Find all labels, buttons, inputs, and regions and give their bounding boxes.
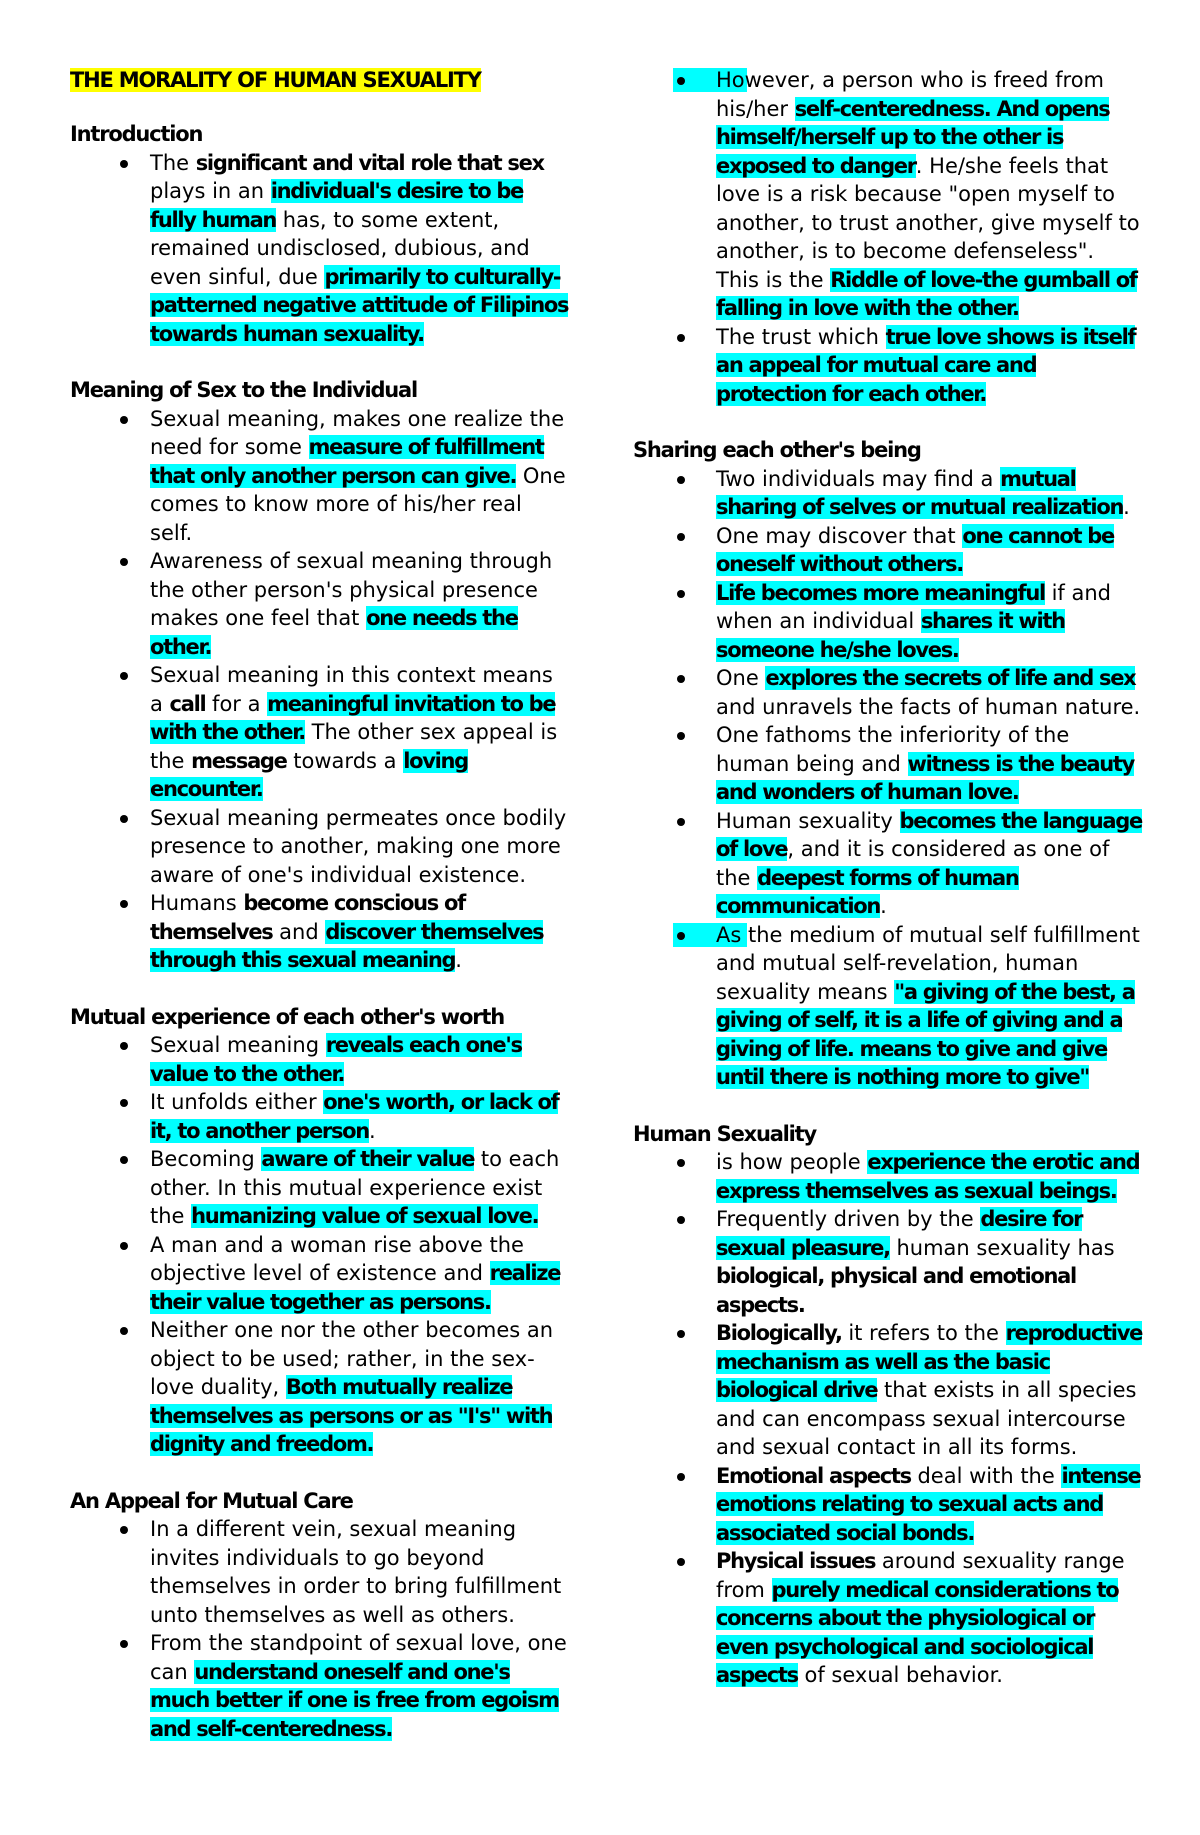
- highlighted-text: experience the erotic and express themselves as sexual beings.: [716, 1150, 1140, 1203]
- text-segment: . He/she feels that love is a risk because "open myself to another, to trust another, give myself to another, is to become defenseless". This is the: [716, 153, 1140, 292]
- bullet-list: [633, 66, 1143, 408]
- bullet-list: [70, 1031, 570, 1459]
- text-segment: Sexual meaning permeates once bodily presence to another, making one more aware of one's individual existence.: [150, 805, 567, 887]
- bullet-item: [70, 149, 570, 349]
- text-segment: for a: [205, 691, 268, 716]
- section-heading: Mutual experience of each other's worth: [70, 1004, 504, 1029]
- highlighted-text: one cannot be oneself without others.: [716, 523, 1114, 576]
- highlighted-text: purely medical considerations to concerns about the physiological or even psychological and sociological aspects: [716, 1577, 1119, 1687]
- highlighted-text: measure of fulfillment that only another person can give.: [150, 435, 544, 488]
- text-segment: .: [455, 948, 462, 972]
- highlighted-text: aware of their value: [261, 1147, 475, 1171]
- text-segment: Awareness of sexual meaning through the other person's physical presence makes one feel that: [150, 549, 553, 630]
- highlighted-text: shares it with someone he/she loves.: [716, 609, 1065, 662]
- text-segment: One: [716, 666, 766, 690]
- bullet-item: [70, 1088, 570, 1145]
- highlighted-text: reproductive mechanism as well as the basic biological drive: [716, 1321, 1143, 1402]
- section-mutual-experience-of-each-other-s-worth: [70, 1003, 570, 1459]
- highlighted-text: understand oneself and one's much better if one is free from egoism and self-centeredness.: [150, 1659, 559, 1741]
- bullet-item: [70, 1031, 570, 1088]
- text-segment: The trust which: [716, 324, 886, 349]
- text-segment: Becoming: [150, 1147, 262, 1171]
- bullet-item: [633, 522, 1143, 579]
- highlighted-text: Both mutually realize themselves as persons or as "I's" with dignity and freedom.: [150, 1375, 553, 1456]
- highlighted-text: mutual sharing of selves or mutual realization: [716, 466, 1124, 519]
- bullet-item: [633, 465, 1143, 522]
- highlighted-text: humanizing value of sexual love.: [191, 1204, 539, 1228]
- bold-text: message: [191, 748, 287, 773]
- bullet-item: [70, 547, 570, 661]
- text-segment: The other sex appeal is the: [150, 720, 558, 773]
- text-segment: Sexual meaning in this context means a: [150, 663, 553, 716]
- text-segment: it refers to the: [841, 1321, 1006, 1345]
- highlighted-text: primarily to culturally-patterned negative attitude of Filipinos towards human sexuality.: [150, 264, 569, 346]
- bullet-item: [633, 1148, 1143, 1205]
- text-segment: that exists in all species and can encompass sexual intercourse and sexual contact in all its forms.: [716, 1378, 1137, 1459]
- bullet-item: [70, 804, 570, 890]
- text-segment: plays in an: [150, 179, 271, 203]
- section-human-sexuality: [633, 1120, 1143, 1690]
- highlighted-text: meaningful invitation to be with the other.: [150, 691, 556, 744]
- section-heading: Meaning of Sex to the Individual: [70, 378, 418, 402]
- text-segment: One fathoms the inferiority of the human being and: [716, 723, 1070, 776]
- text-segment: .: [368, 1118, 376, 1143]
- bold-text: Emotional aspects: [716, 1463, 911, 1488]
- bold-text: biological, physical and emotional aspects.: [716, 1264, 1076, 1317]
- text-segment: is how people: [716, 1150, 868, 1174]
- bullet-item: [633, 1462, 1143, 1548]
- text-segment: , and it is considered as one of the: [716, 837, 1110, 890]
- section-heading: Introduction: [70, 122, 203, 146]
- text-segment: .: [1123, 495, 1130, 519]
- text-segment: to each other. In this mutual experience exist the: [150, 1147, 560, 1228]
- text-segment: human sexuality has: [889, 1235, 1115, 1260]
- highlighted-text: loving encounter.: [150, 748, 468, 801]
- text-segment: In a different vein, sexual meaning invites individuals to go beyond themselves in order to bring fulfillment unto themselves as well as others.: [150, 1517, 562, 1627]
- section-continued: [633, 66, 1143, 408]
- text-segment: around sexuality range from: [716, 1549, 1125, 1602]
- highlighted-text: Riddle of love-the gumball of falling in love with the other.: [716, 267, 1137, 320]
- bullet-item: [70, 1145, 570, 1231]
- bold-text: Biologically,: [716, 1321, 842, 1345]
- section-heading: Sharing each other's being: [633, 438, 921, 462]
- text-segment: The: [150, 150, 196, 175]
- highlighted-text: realize their value together as persons.: [150, 1261, 561, 1314]
- text-segment: As the medium of mutual self fulfillment and mutual self-revelation, human sexuality means: [716, 922, 1140, 1004]
- bullet-item: [633, 1319, 1143, 1462]
- bullet-item: [633, 579, 1143, 665]
- bullet-item: [633, 1205, 1143, 1319]
- bullet-list: [70, 149, 570, 349]
- text-segment: From the standpoint of sexual love, one can: [150, 1631, 567, 1684]
- text-segment: if and when an individual: [716, 580, 1111, 633]
- left-column: [70, 66, 570, 1771]
- bullet-item: [633, 66, 1143, 323]
- highlighted-text: "a giving of the best, a giving of self, it is a life of giving and a giving of life. means to give and give until there is nothing more to give": [716, 979, 1135, 1089]
- highlighted-text: witness is the beauty and wonders of human love.: [716, 751, 1135, 804]
- text-segment: One may discover that: [716, 523, 963, 548]
- bold-text: significant and vital role that sex: [195, 150, 544, 175]
- bold-text: become conscious of themselves: [150, 891, 465, 944]
- section-heading: Human Sexuality: [633, 1121, 816, 1146]
- text-segment: One comes to know more of his/her real self.: [150, 463, 566, 545]
- text-segment: .: [880, 894, 887, 918]
- bold-text: call: [169, 691, 206, 716]
- text-segment: Sexual meaning, makes one realize the need for some: [150, 406, 565, 459]
- section-sharing-each-other-s-being: [633, 436, 1143, 1092]
- bullet-list: [633, 465, 1143, 1092]
- bullet-list: [70, 1515, 570, 1743]
- highlighted-text: desire for sexual pleasure,: [716, 1207, 1083, 1260]
- highlighted-text: Life becomes more meaningful: [716, 580, 1045, 605]
- bullet-item: [70, 889, 570, 975]
- bullet-item: [633, 1547, 1143, 1690]
- section-heading: An Appeal for Mutual Care: [70, 1488, 353, 1513]
- bullet-item: [633, 323, 1143, 409]
- bullet-item: [70, 661, 570, 804]
- text-segment: However, a person who is freed from his/her: [716, 68, 1105, 121]
- text-segment: Neither one nor the other becomes an object to be used; rather, in the sex-love duality,: [150, 1318, 554, 1399]
- bullet-item: [70, 1316, 570, 1459]
- bullet-item: [70, 1629, 570, 1743]
- text-segment: towards a: [286, 748, 404, 773]
- bullet-item: [70, 405, 570, 548]
- text-segment: Humans: [150, 891, 244, 915]
- document-title: THE MORALITY OF HUMAN SEXUALITY: [70, 68, 481, 92]
- bullet-list: [70, 405, 570, 975]
- text-segment: Sexual meaning: [150, 1033, 326, 1057]
- right-column: [633, 66, 1143, 1718]
- bullet-item: [70, 1231, 570, 1317]
- section-an-appeal-for-mutual-care: [70, 1487, 570, 1744]
- text-segment: and unravels the facts of human nature.: [716, 694, 1141, 719]
- text-segment: has, to some extent, remained undisclosed, dubious, and even sinful, due: [150, 207, 530, 289]
- section-introduction: [70, 120, 570, 348]
- highlighted-text: one needs the other.: [150, 606, 518, 659]
- bullet-item: [633, 921, 1143, 1092]
- highlighted-text: explores the secrets of life and sex: [765, 666, 1136, 690]
- text-segment: Frequently driven by the: [716, 1207, 981, 1231]
- highlighted-text: intense emotions relating to sexual acts and associated social bonds.: [716, 1463, 1141, 1545]
- highlighted-text: true love shows is itself an appeal for mutual care and protection for each other.: [716, 324, 1136, 406]
- text-segment: A man and a woman rise above the objective level of existence and: [150, 1232, 524, 1285]
- text-segment: deal with the: [910, 1463, 1062, 1488]
- highlighted-text: one's worth, or lack of it, to another person: [150, 1090, 559, 1143]
- highlighted-text: becomes the language of love: [716, 808, 1142, 861]
- highlighted-text: self-centeredness. And opens himself/herself up to the other is exposed to danger: [716, 96, 1110, 178]
- bullet-item: [633, 664, 1143, 721]
- bullet-list: [633, 1148, 1143, 1690]
- highlighted-text: individual's desire to be fully human: [150, 179, 524, 232]
- bullet-item: [633, 721, 1143, 807]
- highlighted-text: reveals each one's value to the other.: [150, 1033, 522, 1086]
- bold-text: Physical issues: [716, 1549, 876, 1573]
- text-segment: It unfolds either: [150, 1090, 324, 1114]
- text-segment: and: [272, 919, 326, 944]
- highlighted-text: discover themselves through this sexual meaning: [150, 919, 544, 972]
- text-segment: Two individuals may find a: [716, 466, 1001, 491]
- text-segment: of sexual behavior.: [797, 1663, 1003, 1687]
- bullet-item: [70, 1515, 570, 1629]
- bullet-item: [633, 807, 1143, 921]
- highlighted-text: deepest forms of human communication: [716, 865, 1019, 918]
- text-segment: Human sexuality: [716, 808, 900, 833]
- section-meaning-of-sex-to-the-individual: [70, 376, 570, 975]
